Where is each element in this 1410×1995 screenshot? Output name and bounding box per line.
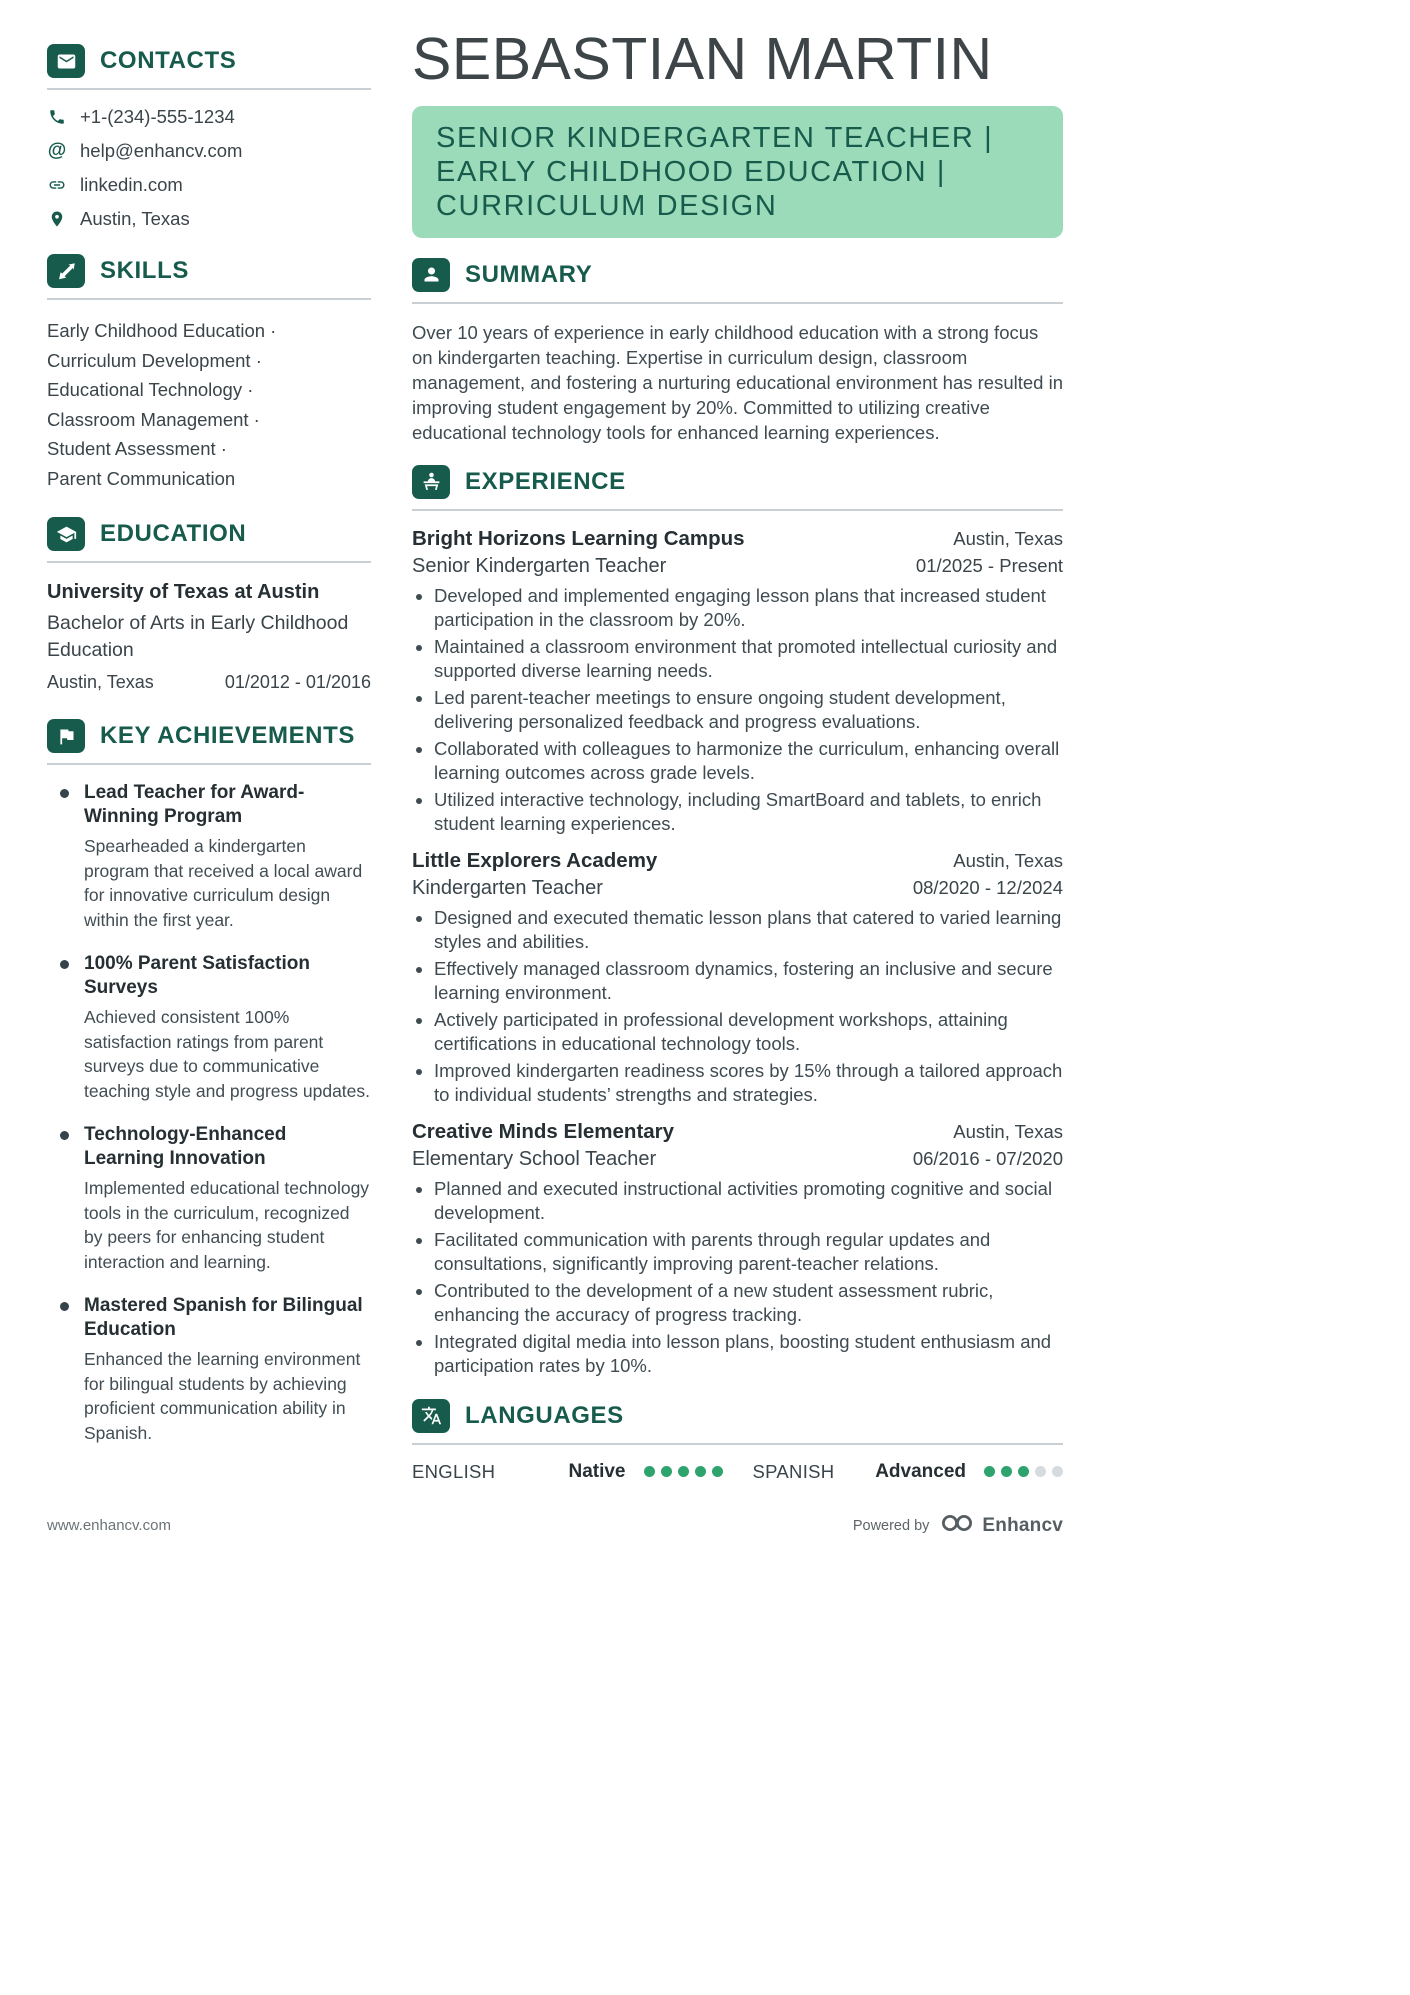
achievement-text: Enhanced the learning environment for bilingual students by achieving proficient communication ability in Spanish. <box>84 1349 361 1443</box>
link-icon <box>47 175 67 195</box>
job-bullet: • Maintained a classroom environment that promoted intellectual curiosity and supported diverse learning needs. <box>434 635 1063 684</box>
skills-list <box>47 316 371 493</box>
job-bullet: • Developed and implemented engaging lesson plans that increased student participation in the classroom by 20%. <box>434 584 1063 633</box>
language-level-label: Native <box>568 1460 626 1482</box>
location-pin-icon <box>47 209 67 229</box>
job-row-company <box>412 1120 1063 1144</box>
education-header <box>47 517 371 563</box>
level-dot-empty <box>1035 1466 1046 1477</box>
contact-value: linkedin.com <box>80 174 183 195</box>
language-level-dots <box>644 1466 723 1477</box>
job-row-role <box>412 555 1063 578</box>
achievement-item <box>47 781 371 932</box>
level-dot-filled <box>678 1466 689 1477</box>
company-name: Bright Horizons Learning Campus <box>412 526 745 550</box>
contact-list <box>47 106 371 230</box>
contacts-title: CONTACTS <box>100 47 237 74</box>
summary-text: Over 10 years of experience in early childhood education with a strong focus on kindergarten teaching. Expertise in curriculum design, classroom management, and fostering a nurturing educational environment has resulted in improving student engagement by 20%. Committed to utilizing creative educational technology tools for enhanced learning experiences. <box>412 321 1063 443</box>
job-bullet: • Collaborated with colleagues to harmonize the curriculum, enhancing overall learning outcomes across grade levels. <box>434 737 1063 786</box>
level-dot-filled <box>661 1466 672 1477</box>
achievements-list <box>47 781 371 1445</box>
summary-section <box>412 258 1063 445</box>
achievement-text: Spearheaded a kindergarten program that received a local award for innovative curriculum design within the first year. <box>84 836 363 930</box>
skills-title: SKILLS <box>100 257 189 284</box>
job-bullet: • Led parent-teacher meetings to ensure ongoing student development, delivering personalized feedback and progress evaluations. <box>434 686 1063 735</box>
contact-value: help@enhancv.com <box>80 140 243 161</box>
achievement-title: 100% Parent Satisfaction Surveys <box>84 953 310 998</box>
achievement-body <box>84 952 371 1103</box>
job-role: Kindergarten Teacher <box>412 876 603 899</box>
skills-header <box>47 254 371 300</box>
experience-header <box>412 465 1063 511</box>
job-role: Senior Kindergarten Teacher <box>412 554 667 577</box>
job-bullet-list <box>412 584 1063 837</box>
candidate-name: SEBASTIAN MARTIN <box>412 26 993 92</box>
skills-section <box>47 254 371 493</box>
bullet-dot-icon <box>60 1131 69 1140</box>
achievements-title: KEY ACHIEVEMENTS <box>100 722 355 749</box>
person-icon <box>412 258 450 292</box>
powered-by-group <box>853 1512 1063 1539</box>
job-bullet: • Improved kindergarten readiness scores by 15% through a tailored approach to individual students’ strengths and strategies. <box>434 1059 1063 1108</box>
degree-name: Bachelor of Arts in Early Childhood Education <box>47 612 349 661</box>
job-entry <box>412 1120 1063 1379</box>
job-row-role <box>412 877 1063 900</box>
languages-section <box>412 1399 1063 1483</box>
job-bullet: • Actively participated in professional development workshops, attaining certifications in educational technology tools. <box>434 1008 1063 1057</box>
page-footer <box>47 1512 1063 1539</box>
experience-section <box>412 465 1063 1379</box>
achievement-title: Lead Teacher for Award-Winning Program <box>84 782 305 827</box>
phone-icon <box>47 107 67 127</box>
job-location: Austin, Texas <box>953 527 1063 549</box>
contact-item[interactable] <box>47 106 371 128</box>
achievement-body <box>84 1123 371 1274</box>
language-item <box>753 1461 1064 1483</box>
job-bullet: • Planned and executed instructional activities promoting cognitive and social development. <box>434 1177 1063 1226</box>
achievement-title: Mastered Spanish for Bilingual Education <box>84 1295 363 1340</box>
job-location: Austin, Texas <box>953 849 1063 871</box>
job-bullet: • Effectively managed classroom dynamics, fostering an inclusive and secure learning environment. <box>434 957 1063 1006</box>
achievement-text: Achieved consistent 100% satisfaction ratings from parent surveys due to communicative teaching style and progress updates. <box>84 1007 371 1101</box>
language-level-label: Advanced <box>875 1460 966 1482</box>
level-dot-filled <box>712 1466 723 1477</box>
contacts-section <box>47 44 371 230</box>
job-dates: 06/2016 - 07/2020 <box>912 1147 1063 1169</box>
education-title: EDUCATION <box>100 520 247 547</box>
contact-value: Austin, Texas <box>80 208 190 229</box>
job-bullet: • Utilized interactive technology, including SmartBoard and tablets, to enrich student learning experiences. <box>434 788 1063 837</box>
job-bullet: • Designed and executed thematic lesson plans that catered to varied learning styles and abilities. <box>434 906 1063 955</box>
level-dot-filled <box>1001 1466 1012 1477</box>
job-dates: 08/2020 - 12/2024 <box>912 876 1063 898</box>
experience-title: EXPERIENCE <box>465 467 626 495</box>
flag-icon <box>47 719 85 753</box>
bullet-dot-icon <box>60 1302 69 1311</box>
skill-item: Classroom Management · <box>47 408 260 430</box>
bullet-dot-icon <box>60 960 69 969</box>
job-entry <box>412 527 1063 837</box>
education-location: Austin, Texas <box>47 672 154 692</box>
achievement-item <box>47 1123 371 1274</box>
skill-item: Curriculum Development · <box>47 349 262 371</box>
mail-icon <box>47 44 85 78</box>
language-level-dots <box>984 1466 1063 1477</box>
achievements-header <box>47 719 371 765</box>
company-name: Little Explorers Academy <box>412 848 658 872</box>
job-row-company <box>412 849 1063 873</box>
achievement-body <box>84 781 371 932</box>
achievement-body <box>84 1294 371 1445</box>
skill-item: Early Childhood Education · <box>47 320 277 341</box>
level-dot-filled <box>695 1466 706 1477</box>
language-name: ENGLISH <box>412 1460 496 1482</box>
skill-item: Parent Communication <box>47 467 236 489</box>
level-dot-filled <box>984 1466 995 1477</box>
main-column <box>412 28 1063 1483</box>
job-bullet: • Contributed to the development of a new student assessment rubric, enhancing the accuracy of progress tracking. <box>434 1279 1063 1328</box>
languages-header <box>412 1399 1063 1445</box>
at-sign-icon: @ <box>47 140 67 161</box>
job-bullet: • Integrated digital media into lesson plans, boosting student enthusiasm and participation rates by 10%. <box>434 1330 1063 1379</box>
job-bullet: • Facilitated communication with parents through regular updates and consultations, significantly improving parent-teacher relations. <box>434 1228 1063 1277</box>
education-dates: 01/2012 - 01/2016 <box>224 672 371 692</box>
contact-item[interactable] <box>47 174 371 196</box>
job-row-company <box>412 527 1063 551</box>
school-name: University of Texas at Austin <box>47 581 320 603</box>
achievements-section <box>47 719 371 1445</box>
languages-title: LANGUAGES <box>465 1401 624 1429</box>
headline-banner: SENIOR KINDERGARTEN TEACHER | EARLY CHILDHOOD EDUCATION | CURRICULUM DESIGN <box>412 106 1063 238</box>
job-role: Elementary School Teacher <box>412 1147 657 1170</box>
company-name: Creative Minds Elementary <box>412 1119 675 1143</box>
enhancv-brand-name: Enhancv <box>982 1514 1063 1536</box>
languages-list <box>412 1461 1063 1483</box>
summary-header <box>412 258 1063 304</box>
person-desk-icon <box>412 465 450 499</box>
education-meta <box>47 669 371 695</box>
job-bullet-list <box>412 906 1063 1108</box>
language-item <box>412 1461 753 1483</box>
enhancv-website-link[interactable]: www.enhancv.com <box>47 1517 171 1534</box>
skill-item: Educational Technology · <box>47 379 254 400</box>
job-bullet-list <box>412 1177 1063 1379</box>
language-level-group <box>568 1461 722 1483</box>
job-row-role <box>412 1148 1063 1171</box>
contacts-header <box>47 44 371 90</box>
contact-item[interactable] <box>47 208 371 230</box>
graduation-cap-icon <box>47 517 85 551</box>
sidebar <box>47 44 371 1469</box>
enhancv-logo-icon <box>939 1512 975 1539</box>
translate-icon <box>412 1399 450 1433</box>
language-name: SPANISH <box>752 1460 835 1482</box>
skill-item: Student Assessment · <box>47 438 227 459</box>
job-list <box>412 527 1063 1379</box>
powered-by-label: Powered by <box>852 1517 930 1534</box>
level-dot-filled <box>644 1466 655 1477</box>
level-dot-empty <box>1052 1466 1063 1477</box>
bullet-dot-icon <box>60 789 69 798</box>
achievement-item <box>47 1294 371 1445</box>
achievement-title: Technology-Enhanced Learning Innovation <box>84 1124 287 1169</box>
summary-title: SUMMARY <box>465 260 593 288</box>
enhancv-logo[interactable] <box>939 1512 1063 1539</box>
job-dates: 01/2025 - Present <box>915 554 1063 576</box>
level-dot-filled <box>1018 1466 1029 1477</box>
contact-item[interactable] <box>47 140 371 162</box>
education-section <box>47 517 371 695</box>
contact-value: +1-(234)-555-1234 <box>80 106 235 127</box>
job-entry <box>412 849 1063 1108</box>
job-location: Austin, Texas <box>953 1120 1063 1142</box>
language-level-group <box>875 1461 1063 1483</box>
dart-icon <box>47 254 85 288</box>
achievement-item <box>47 952 371 1103</box>
achievement-text: Implemented educational technology tools in the curriculum, recognized by peers for enhancing student interaction and learning. <box>84 1178 370 1272</box>
